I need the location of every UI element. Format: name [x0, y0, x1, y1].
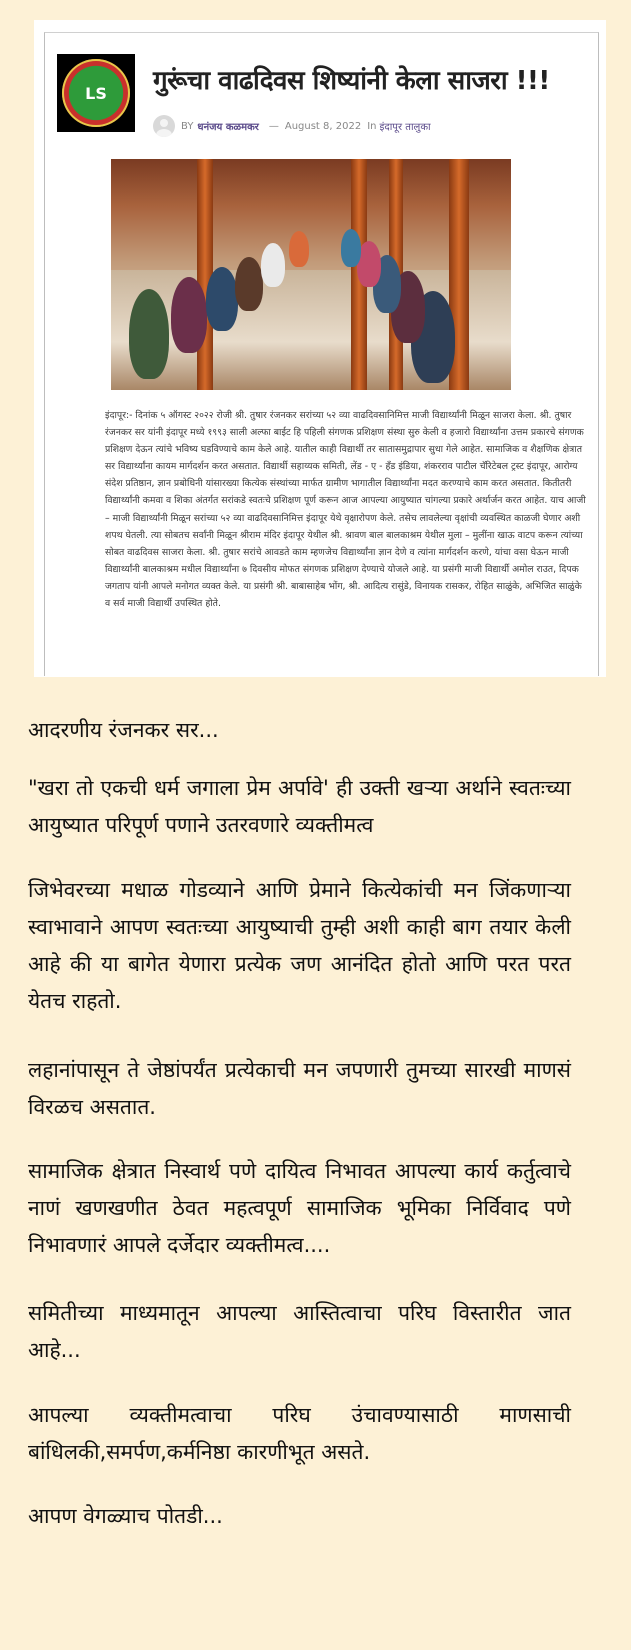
paragraph-closing: आपण वेगळ्याच पोतडी... [28, 1504, 223, 1528]
paragraph-social-work: सामाजिक क्षेत्रात निस्वार्थ पणे दायित्व निभावत आपल्या कार्य कर्तुत्वाचे नाणं खणखणीत ठेवत महत्वपूर्ण सामाजिक भूमिका निर्विवाद पणे निभावणारं आपले दर्जेदार व्यक्तीमत्व.... [28, 1159, 571, 1257]
photo-person [171, 277, 207, 353]
photo-person [129, 289, 169, 379]
salutation: आदरणीय रंजनकर सर... [28, 718, 219, 742]
logo-text: LS [85, 83, 107, 103]
meta-author: धनंजय कळमकर [197, 122, 259, 133]
paragraph-personality: आपल्या व्यक्तीमत्वाचा परिघ उंचावण्यासाठी माणसाची बांधिलकी,समर्पण,कर्मनिष्ठा कारणीभूत असते. [28, 1403, 571, 1464]
photo-person [235, 257, 263, 311]
photo-person [206, 267, 238, 331]
article-meta [153, 113, 431, 139]
meta-by: BY [181, 120, 194, 132]
author-avatar-icon [153, 115, 175, 137]
newspaper-clipping [34, 20, 606, 677]
meta-category: इंदापूर तालुका [379, 122, 431, 133]
paragraph-rare-people: लहानांपासून ते जेष्ठांपर्यंत प्रत्येकाची मन जपणारी तुमच्या सारखी माणसं विरळच असतात. [28, 1058, 571, 1119]
photo-person [341, 229, 361, 267]
photo-person [261, 243, 285, 287]
article-body: इंदापूर:- दिनांक ५ ऑगस्ट २०२२ रोजी श्री. तुषार रंजनकर सरांच्या ५२ व्या वाढदिवसानिमित्त माजी विद्यार्थ्यांनी मिळून साजरा केला. श्री. तुषार रंजनकर सर यांनी इंदापूर मध्ये १९९३ साली अल्फा बाईट हि पहिली संगणक प्रशिक्षण संस्था सुरु केली व हजारो विद्यार्थ्यांना उत्तम प्रकारचे संगणक प्रशिक्षण देऊन त्यांचे भविष्य घडविण्याचे काम केले आहे. यातील काही विद्यार्थी तर सातासमुद्रापार सुधा गेले आहेत. सामाजिक व शैक्षणिक क्षेत्रात सर विद्यार्थ्यांना कायम मार्गदर्शन करत असतात. विद्यार्थी सहाय्यक समिती, लेंड - ए - हॅंड इंडिया, शंकरराव पाटील चॅरिटेबल ट्रस्ट इंदापूर, आरोग्य संदेश प्रतिष्ठान, ज्ञान प्रबोधिनी यांसारख्या कित्येक संस्थांच्या मार्फत ग्रामीण भागातील विद्यार्थ्यांना मदत करण्याचे काम करत असतात. कितीतरी विद्यार्थ्यांनी कमवा व शिका अंतर्गत सरांकडे स्वतःचे प्रशिक्षण पूर्ण करून आज आपल्या आयुष्यात चांगल्या प्रकारे अर्थार्जन करत आहेत. याच आजी – माजी विद्यार्थ्यांनी मिळून सरांच्या ५२ व्या वाढदिवसानिमित्त इंदापूर येथे वृक्षारोपण केले. तसेच लावलेल्या वृक्षांची व्यवस्थित काळजी घेणार अशी शपथ घेतली. त्या सोबतच सर्वांनी मिळून श्रीराम मंदिर इंदापूर येथील श्री. श्रावण बाल बालकाश्रम येथील मुला – मुलींना खाऊ वाटप करून त्यांच्या सोबत वाढदिवस साजरा केला. श्री. तुषार सरांचे आवडते काम म्हणजेच विद्यार्थ्यांना ज्ञान देणे व त्यांना मार्गदर्शन करणे, यांचा वसा घेऊन माजी विद्यार्थ्यांनी बालकाश्रम मधील विद्यार्थ्यांना ७ दिवसीय मोफत संगणक प्रशिक्षण देण्याचे योजले आहे. या प्रसंगी माजी विद्यार्थी अमोल राउत, दिपक जगताप यांनी आपले मनोगत व्यक्त केले. या प्रसंगी श्री. बाबासाहेब भोंग, श्री. आदित्य रासुंडे, विनायक रासकर, रोहित साळुंके, अभिजित साळुंके व सर्व माजी विद्यार्थी उपस्थित होते. [105, 410, 586, 610]
logo-emblem-icon [62, 59, 130, 127]
meta-in: In [367, 120, 377, 132]
article-headline: गुरूंचा वाढदिवस शिष्यांनी केला साजरा !!! [153, 66, 550, 96]
meta-date: August 8, 2022 [284, 120, 362, 132]
paragraph-nature: जिभेवरच्या मधाळ गोडव्याने आणि प्रेमाने कित्येकांची मन जिंकणाऱ्या स्वाभावाने आपण स्वतःच्या आयुष्याची तुम्ही अशी काही बाग तयार केली आहे की या बागेत येणारा प्रत्येक जण आनंदित होतो आणि परत परत येतच राहतो. [28, 878, 571, 1013]
meta-dash: — [268, 120, 279, 132]
paragraph-committee: समितीच्या माध्यमातून आपल्या आस्तित्वाचा परिघ विस्तारीत जात आहे... [28, 1301, 571, 1362]
paragraph-quote: "खरा तो एकची धर्म जगाला प्रेम अर्पावे' ही उक्ती खऱ्या अर्थाने स्वतःच्या आयुष्यात परिपूर्ण पणाने उतरवणारे व्यक्तीमत्व [28, 776, 571, 837]
ls-news-logo [57, 54, 135, 132]
photo-person [289, 231, 309, 267]
event-photo [111, 159, 511, 390]
clipping-frame [44, 32, 599, 676]
